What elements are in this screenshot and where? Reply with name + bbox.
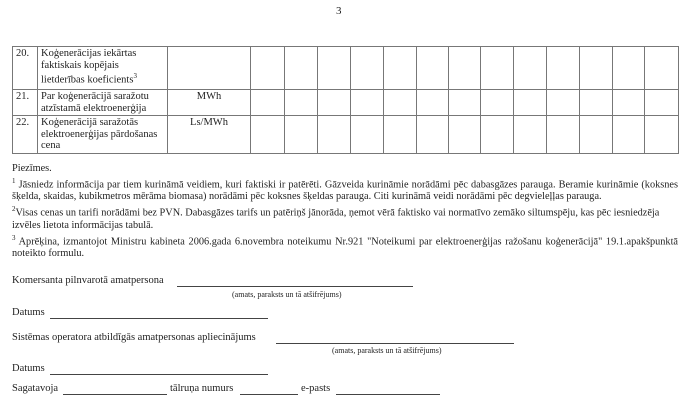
- table-row: [13, 116, 679, 154]
- value-cell[interactable]: [514, 90, 547, 116]
- value-cell[interactable]: [514, 47, 547, 90]
- value-cell[interactable]: [645, 47, 679, 90]
- phone-line[interactable]: [240, 394, 298, 395]
- value-cell[interactable]: [481, 47, 514, 90]
- value-cell[interactable]: [547, 90, 580, 116]
- value-cell[interactable]: [384, 116, 417, 154]
- value-cell[interactable]: [645, 116, 679, 154]
- value-cell[interactable]: [285, 116, 318, 154]
- row-number: 21.: [13, 90, 38, 116]
- value-cell[interactable]: [417, 47, 449, 90]
- date-label-2: Datums: [12, 363, 45, 374]
- value-cell[interactable]: [449, 47, 481, 90]
- value-cell[interactable]: [481, 90, 514, 116]
- page-number: 3: [336, 5, 342, 17]
- value-cell[interactable]: [613, 116, 645, 154]
- row-unit: Ls/MWh: [168, 116, 251, 154]
- notes-title: Piezīmes.: [12, 163, 52, 174]
- merchant-official-label: Komersanta pilnvarotā amatpersona: [12, 275, 164, 286]
- value-cell[interactable]: [251, 116, 285, 154]
- email-line[interactable]: [336, 394, 440, 395]
- date-label-1: Datums: [12, 307, 45, 318]
- prepared-line[interactable]: [63, 394, 167, 395]
- value-cell[interactable]: [384, 90, 417, 116]
- value-cell[interactable]: [417, 90, 449, 116]
- value-cell[interactable]: [251, 47, 285, 90]
- merchant-signature-line[interactable]: [177, 286, 413, 287]
- value-cell[interactable]: [481, 116, 514, 154]
- value-cell[interactable]: [580, 47, 613, 90]
- row-unit: [168, 47, 251, 90]
- row-label: Par koģenerācijā saražotu atzīstamā elektroenerģija: [38, 90, 168, 116]
- caption-2: (amats, paraksts un tā atšifrējums): [332, 346, 442, 355]
- value-cell[interactable]: [318, 116, 351, 154]
- caption-1: (amats, paraksts un tā atšifrējums): [232, 290, 342, 299]
- email-label: e-pasts: [301, 383, 331, 394]
- row-number: 20.: [13, 47, 38, 90]
- value-cell[interactable]: [613, 90, 645, 116]
- value-cell[interactable]: [384, 47, 417, 90]
- value-cell[interactable]: [580, 90, 613, 116]
- phone-label: tālruņa numurs: [170, 383, 234, 394]
- operator-signature-line[interactable]: [276, 343, 514, 344]
- value-cell[interactable]: [351, 47, 384, 90]
- row-label: Koģenerācijā saražotās elektroenerģijas pārdošanas cena: [38, 116, 168, 154]
- table-row: [13, 47, 679, 90]
- data-table: [12, 46, 679, 154]
- value-cell[interactable]: [285, 90, 318, 116]
- value-cell[interactable]: [547, 47, 580, 90]
- date-line-1[interactable]: [50, 318, 268, 319]
- value-cell[interactable]: [417, 116, 449, 154]
- value-cell[interactable]: [318, 90, 351, 116]
- value-cell[interactable]: [449, 90, 481, 116]
- table-row: [13, 90, 679, 116]
- value-cell[interactable]: [285, 47, 318, 90]
- note-3: $^3$ Aprēķina, izmantojot Ministru kabineta 2006.gada 6.novembra noteikumu Nr.921 "Noteikumi par elektroenerģijas ražošanu koģenerācijā" 19.1.apakšpunktā noteikto formulu.: [12, 233, 678, 260]
- row-number: 22.: [13, 116, 38, 154]
- value-cell[interactable]: [449, 116, 481, 154]
- note-2: $^2$Visas cenas un tarifi norādāmi bez PVN. Dabasgāzes tarifs un patēriņš jānorāda, ņemot vērā faktisko vai normatīvo zemāko siltumspēju, kas pēc iesniedzēja izvēles lietota informācijas tabulā.: [12, 205, 660, 231]
- value-cell[interactable]: [514, 116, 547, 154]
- value-cell[interactable]: [645, 90, 679, 116]
- row-unit: MWh: [168, 90, 251, 116]
- value-cell[interactable]: [613, 47, 645, 90]
- operator-official-label: Sistēmas operatora atbildīgās amatpersonas apliecinājums: [12, 332, 256, 343]
- value-cell[interactable]: [251, 90, 285, 116]
- value-cell[interactable]: [318, 47, 351, 90]
- value-cell[interactable]: [351, 90, 384, 116]
- value-cell[interactable]: [580, 116, 613, 154]
- notes: [12, 163, 678, 260]
- prepared-label: Sagatavoja: [12, 383, 59, 394]
- date-line-2[interactable]: [50, 374, 268, 375]
- note-1: $^1$ Jāsniedz informācija par tiem kurināmā veidiem, kuri faktiski ir patērēti. Gāzveida kurināmie norādāmi pēc dabasgāzes parauga. Beramie kurināmie (koksnes šķelda, skaidas, kubikmetros mērāma biomasa) norādāmi pēc koksnes šķeldas parauga. Citi kurināmā veidi norādāmi pēc degvieleļļas parauga.: [12, 177, 678, 203]
- value-cell[interactable]: [351, 116, 384, 154]
- row-label: Koģenerācijas iekārtas faktiskais kopējais lietderības koeficients$^3$: [38, 47, 168, 90]
- value-cell[interactable]: [547, 116, 580, 154]
